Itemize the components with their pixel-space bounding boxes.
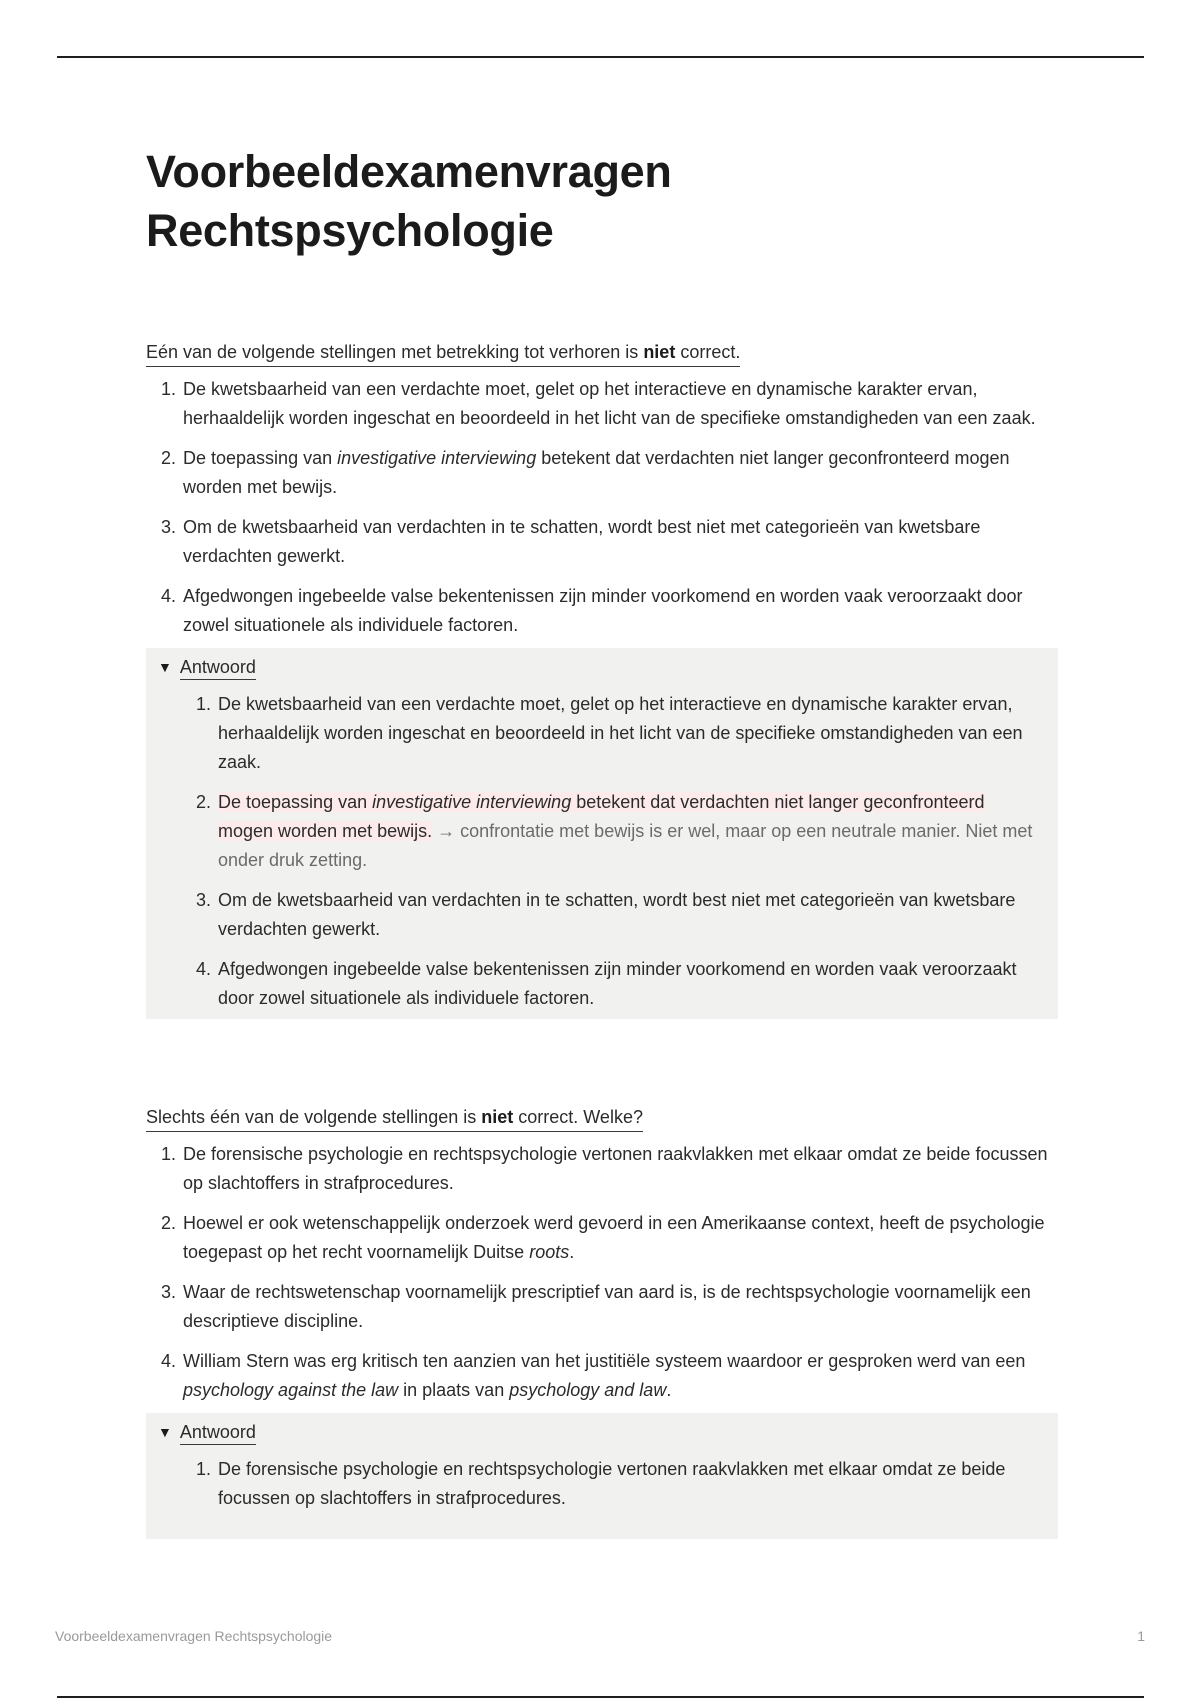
option-italic: investigative interviewing [337,448,537,468]
page-number: 1 [1137,1628,1145,1644]
answer-toggle-block-1 [146,648,1058,1019]
answer-1-options [146,690,1058,1013]
stem-text: Slechts één van de volgende stellingen is [146,1107,482,1127]
stem-text-end: correct. Welke? [513,1107,643,1127]
option-4 [181,1347,1058,1405]
footer-title: Voorbeeldexamenvragen Rechtspsychologie [55,1628,333,1644]
stem-text: Eén van de volgende stellingen met betrekking tot verhoren is [146,342,644,362]
option-text-end: betekent dat verdachten niet langer geconfronteerd mogen worden met bewijs. [183,448,1010,497]
question-2-options [146,1140,1058,1405]
option-text: De toepassing van [183,448,338,468]
answer-option-1: 1. De forensische psychologie en rechtspsychologie vertonen raakvlakken met elkaar omdat ze beide focussen op slachtoffers in strafprocedures. [216,1455,1038,1513]
answer-option-3: 3. Om de kwetsbaarheid van verdachten in te schatten, wordt best niet met categorieën van kwetsbare verdachten gewerkt. [216,886,1038,944]
option-1: 1. De forensische psychologie en rechtspsychologie vertonen raakvlakken met elkaar omdat ze beide focussen op slachtoffers in strafprocedures. [181,1140,1058,1198]
option-text: Hoewel er ook wetenschappelijk onderzoek werd gevoerd in een Amerikaanse context, heeft de psychologie toegepast op het recht voornamelijk Duitse [183,1213,1045,1262]
top-rule [57,56,1144,58]
option-text-end: betekent dat verdachten niet langer geconfronteerd mogen worden met bewijs. [218,792,985,841]
page-title-line-2: Rechtspsychologie [146,205,554,256]
bottom-rule [57,1696,1144,1698]
stem-emphasis: niet [643,342,676,362]
option-3: 3. Waar de rechtswetenschap voornamelijk prescriptief van aard is, is de rechtspsychologie voornamelijk een descriptieve discipline. [181,1278,1058,1336]
answer-label[interactable]: Antwoord [180,655,256,680]
option-2 [181,444,1058,502]
answer-toggle-block-2 [146,1413,1058,1539]
option-italic-2: psychology and law [509,1380,667,1400]
option-italic: psychology against the law [183,1380,399,1400]
answer-toggle-2[interactable] [146,1417,1058,1447]
answer-option-2 [216,788,1038,875]
question-2-stem [146,1104,643,1132]
option-3: 3. Om de kwetsbaarheid van verdachten in te schatten, wordt best niet met categorieën van kwetsbare verdachten gewerkt. [181,513,1058,571]
option-text-end: . [666,1380,672,1400]
answer-toggle-1[interactable] [146,652,1058,682]
question-1-stem [146,339,740,367]
page-title-line-1: Voorbeeldexamenvragen [146,146,672,197]
option-2 [181,1209,1058,1267]
triangle-down-icon[interactable]: ▼ [158,1424,172,1440]
option-text-end: . [569,1242,575,1262]
triangle-down-icon[interactable]: ▼ [158,659,172,675]
answer-2-options [146,1455,1058,1513]
option-4: 4. Afgedwongen ingebeelde valse bekentenissen zijn minder voorkomend en worden vaak veroorzaakt door zowel situationele als individuele factoren. [181,582,1058,640]
option-text: De toepassing van [218,792,373,812]
page-title [146,142,672,260]
option-1: 1. De kwetsbaarheid van een verdachte moet, gelet op het interactieve en dynamische karakter ervan, herhaaldelijk worden ingeschat en beoordeeld in het licht van de specifieke omstandigheden van een zaak. [181,375,1058,433]
option-text-middle: in plaats van [398,1380,510,1400]
stem-emphasis: niet [481,1107,514,1127]
answer-option-4: 4. Afgedwongen ingebeelde valse bekentenissen zijn minder voorkomend en worden vaak veroorzaakt door zowel situationele als individuele factoren. [216,955,1038,1013]
option-text: William Stern was erg kritisch ten aanzien van het justitiële systeem waardoor er gesproken werd van een [183,1351,1026,1371]
answer-label[interactable]: Antwoord [180,1420,256,1445]
answer-note: → confrontatie met bewijs is er wel, maar op een neutrale manier. Niet met onder druk zetting. [218,821,1033,870]
option-italic: investigative interviewing [372,792,572,812]
page-footer [55,1628,1145,1644]
question-2 [146,1104,1058,1539]
answer-option-1: 1. De kwetsbaarheid van een verdachte moet, gelet op het interactieve en dynamische karakter ervan, herhaaldelijk worden ingeschat en beoordeeld in het licht van de specifieke omstandigheden van een zaak. [216,690,1038,777]
stem-text-end: correct. [675,342,741,362]
question-1 [146,339,1058,1019]
option-italic: roots [529,1242,570,1262]
question-1-options [146,375,1058,640]
